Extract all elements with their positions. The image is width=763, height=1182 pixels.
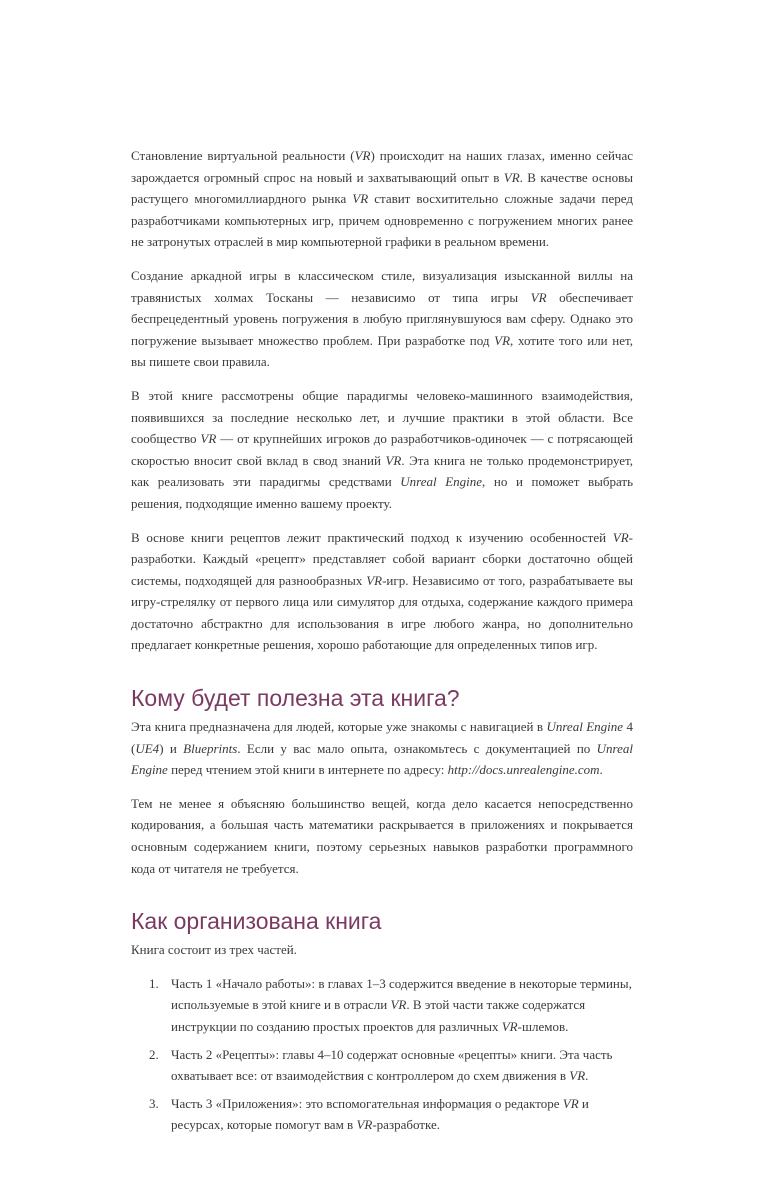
text-run: . В качестве основы растущего многомиллиардного рынка xyxy=(131,169,633,207)
italic-term: VR xyxy=(354,148,371,163)
italic-term: Blueprints xyxy=(183,740,238,756)
italic-term: Unreal Engine xyxy=(546,719,624,735)
paragraph-coding xyxy=(131,793,633,879)
italic-term: VR xyxy=(200,431,217,447)
paragraph-parts xyxy=(131,939,633,961)
list-item xyxy=(131,1093,633,1136)
paragraph-audience xyxy=(131,716,633,781)
list-text xyxy=(171,1047,613,1084)
italic-term: VR xyxy=(352,191,369,207)
text-run: обеспечивает беспрецедентный уровень погружения в любую приглянувшуюся вам сферу. Однако это погружение вызывает множество проблем. При разработке под xyxy=(131,289,633,348)
italic-term: VR xyxy=(390,997,407,1013)
italic-term: http://docs.unrealengine.com xyxy=(447,762,600,778)
paragraph-paradigms xyxy=(131,385,633,515)
italic-term: VR xyxy=(494,332,511,348)
text-run: ) происходит на наших глазах, именно сейчас зарождается огромный спрос на новый и захватывающий опыт в xyxy=(131,148,633,185)
italic-term: VR xyxy=(569,1068,586,1084)
list-item xyxy=(131,1044,633,1087)
italic-term: VR xyxy=(385,452,402,468)
text-run: В основе книги рецептов лежит практический подход к изучению особенностей xyxy=(131,529,613,545)
italic-term: Unreal Engine xyxy=(131,740,633,778)
text-run: Часть 3 «Приложения»: это вспомогательная информация о редакторе xyxy=(171,1095,563,1111)
list-number: 1. xyxy=(149,975,159,991)
text-run: . xyxy=(585,1068,589,1084)
text-run: -разработке. xyxy=(372,1117,440,1133)
text-run: ) и xyxy=(159,740,184,756)
italic-term: UE4 xyxy=(135,740,160,756)
text-run: . Эта книга не только продемонстрирует, как реализовать эти парадигмы средствами xyxy=(131,452,634,490)
text-run: Часть 2 «Рецепты»: главы 4–10 содержат основные «рецепты» книги. Эта часть охватывает все: от взаимодействия с контроллером до схем движения в xyxy=(171,1046,613,1084)
text-run: . xyxy=(599,762,603,778)
italic-term: VR xyxy=(501,1019,518,1034)
italic-term: VR xyxy=(562,1095,579,1111)
text-run: -шлемов. xyxy=(517,1019,569,1034)
text-run: -разработки. Каждый «рецепт» представляет собой вариант сборки достаточно общей системы, подходящей для разнообразных xyxy=(131,529,633,588)
text-run: Часть 1 «Начало работы»: в главах 1–3 содержится введение в некоторые термины, используемые в этой книге и в отрасли xyxy=(171,975,632,1013)
paragraph-immersion xyxy=(131,265,633,373)
text-run: Эта книга предназначена для людей, которые уже знакомы с навигацией в xyxy=(131,719,547,735)
list-text xyxy=(171,1096,589,1133)
text-run: Тем не менее я объясняю большинство вещей, когда дело касается непосредственно кодирования, а большая часть математики раскрывается в приложениях и покрывается основным содержанием книги, поэтому серьезных навыков разработки программного кода от читателя не требуется. xyxy=(131,795,633,876)
italic-term: VR xyxy=(530,289,547,305)
text-run: . В этой части также содержатся инструкции по созданию простых проектов для различных xyxy=(171,997,586,1034)
list-text xyxy=(171,976,632,1034)
italic-term: Unreal Engine xyxy=(400,474,483,490)
italic-term: VR xyxy=(366,572,383,588)
italic-term: VR xyxy=(503,169,520,185)
italic-term: VR xyxy=(612,529,629,545)
parts-list xyxy=(131,973,633,1136)
heading-organization: Как организована книга xyxy=(131,908,382,935)
text-run: — от крупнейших игроков до разработчиков-одиночек — с потрясающей скоростью вносит свой вклад в свод знаний xyxy=(131,431,633,468)
text-run: , но и поможет выбрать решения, подходящие именно вашему проекту. xyxy=(131,474,633,511)
text-run: Создание аркадной игры в классическом стиле, визуализация изысканной виллы на травянистых холмах Тосканы — независимо от типа игры xyxy=(131,267,633,305)
paragraph-intro xyxy=(131,145,633,253)
list-number: 3. xyxy=(149,1095,159,1111)
text-run: Становление виртуальной реальности ( xyxy=(131,148,355,163)
text-run: и ресурсах, которые помогут вам в xyxy=(171,1095,589,1133)
list-item xyxy=(131,973,633,1038)
paragraph-recipes xyxy=(131,527,633,657)
text-run: 4 ( xyxy=(131,719,634,756)
text-run: перед чтением этой книги в интернете по адресу: xyxy=(167,762,448,778)
text-run: -игр. Независимо от того, разрабатываете вы игру-стрелялку от первого лица или симулятор для отдыха, содержание каждого примера достаточно абстрактно для использования в игре любого жанра, но дополнительно предлагает конкретные решения, хорошо работающие для определенных типов игр. xyxy=(131,572,633,653)
text-run: ставит восхитительно сложные задачи перед разработчиками компьютерных игр, причем одновременно с погружением многих ранее не затронутых отраслей в мир компьютерной графики в реальном времени. xyxy=(131,191,633,250)
text-run: , хотите того или нет, вы пишете свои правила. xyxy=(131,332,633,370)
italic-term: VR xyxy=(356,1117,373,1133)
heading-audience: Кому будет полезна эта книга? xyxy=(131,685,460,712)
text-run: В этой книге рассмотрены общие парадигмы человеко-машинного взаимодействия, появившихся за последние несколько лет, и лучшие практики в этой области. Все сообщество xyxy=(131,387,633,447)
list-number: 2. xyxy=(149,1046,159,1062)
text-run: Книга состоит из трех частей. xyxy=(131,942,297,958)
text-run: . Если у вас мало опыта, ознакомьтесь с документацией по xyxy=(237,740,597,756)
